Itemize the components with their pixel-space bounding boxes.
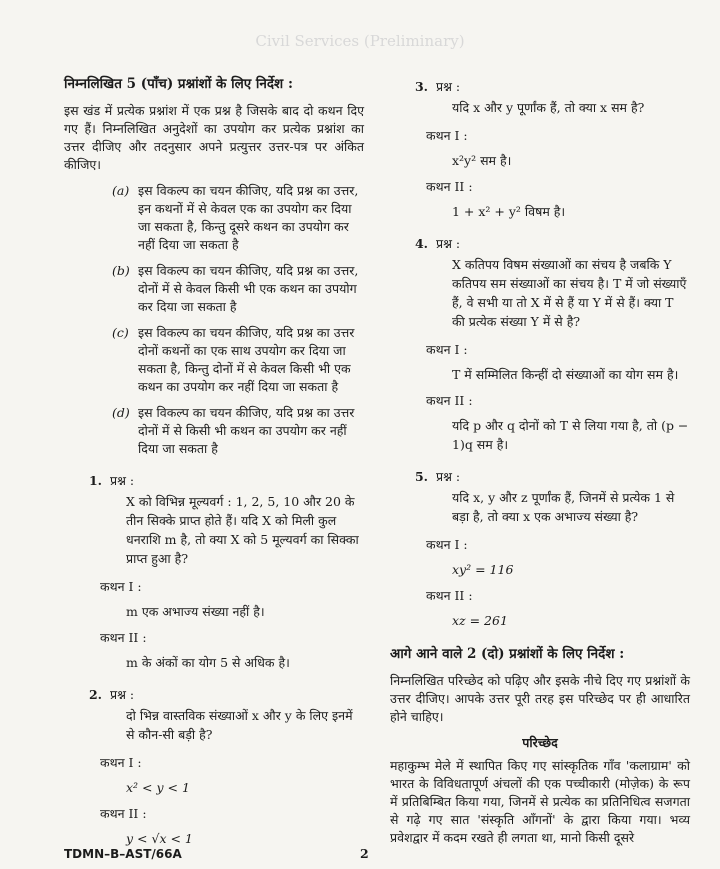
statement-label: कथन I : bbox=[426, 537, 468, 552]
question-1: 1. प्रश्न : X को विभिन्न मूल्यवर्ग : 1, 2, 5, 10 और 20 के तीन सिक्के प्राप्त होते हैं। यदि X को मिली कुल धनराशि m है, तो क्या X को 5 मूल्यवर्ग का सिक्का प्राप्त हुआ है? कथन I : m एक अभाज्य संख्या नहीं है। कथन II : m के अंकों का योग 5 से अधिक है। bbox=[64, 472, 364, 672]
statement-text: m एक अभाज्य संख्या नहीं है। bbox=[126, 604, 265, 619]
option-b: (b) इस विकल्प का चयन कीजिए, यदि प्रश्न का उत्तर, दोनों में से केवल किसी भी एक कथन का उपयोग कर दिया जा सकता है bbox=[112, 263, 359, 314]
statement-text: y < √x < 1 bbox=[126, 831, 193, 846]
page-number: 2 bbox=[360, 846, 369, 861]
question-3: 3. प्रश्न : यदि x और y पूर्णांक हैं, तो क्या x सम है? कथन I : x²y² सम है। कथन II : 1 + x² + y² विषम है। bbox=[390, 78, 690, 221]
question-text: यदि x, y और z पूर्णांक हैं, जिनमें से प्रत्येक 1 से बड़ा है, तो क्या x एक अभाज्य संख्या है? bbox=[452, 490, 675, 524]
question-4: 4. प्रश्न : X कतिपय विषम संख्याओं का संचय है जबकि Y कतिपय सम संख्याओं का संचय है। T में जो संख्याएँ हैं, वे सभी या तो X में से हैं या Y में से हैं। क्या T की प्रत्येक संख्या Y में से है? कथन I : T में सम्मिलित किन्हीं दो संख्याओं का योग सम है। कथन II : यदि p और q दोनों को T से लिया गया है, तो (p − 1)q सम है। bbox=[414, 236, 689, 452]
statement-label: कथन I : bbox=[100, 579, 142, 594]
question-text: दो भिन्न वास्तविक संख्याओं x और y के लिए इनमें से कौन-सी बड़ी है? bbox=[126, 708, 353, 742]
statement-text: T में सम्मिलित किन्हीं दो संख्याओं का योग सम है। bbox=[452, 367, 679, 382]
statement-label: कथन I : bbox=[426, 128, 468, 143]
statement-label: कथन II : bbox=[426, 588, 473, 603]
statement-text: xy² = 116 bbox=[452, 562, 514, 577]
option-d: (d) इस विकल्प का चयन कीजिए, यदि प्रश्न का उत्तर दोनों में से किसी भी कथन का उपयोग कर नहीं दिया जा सकता है bbox=[112, 405, 355, 456]
instructions-intro: इस खंड में प्रत्येक प्रश्नांश में एक प्रश्न है जिसके बाद दो कथन दिए गए हैं। निम्नलिखित अनुदेशों का उपयोग कर प्रत्येक प्रश्नांश का उत्तर दीजिए और तदनुसार अपने प्रत्युत्तर उत्तर-पत्र पर अंकित कीजिए। bbox=[64, 103, 364, 172]
statement-label: कथन II : bbox=[100, 630, 147, 645]
statement-label: कथन I : bbox=[100, 755, 142, 770]
watermark: Civil Services (Preliminary) bbox=[255, 32, 465, 50]
booklet-code: TDMN–B–AST/66A bbox=[64, 847, 182, 861]
right-column bbox=[390, 78, 690, 855]
statement-label: कथन I : bbox=[426, 342, 468, 357]
passage-instructions-heading: आगे आने वाले 2 (दो) प्रश्नांशों के लिए निर्देश : bbox=[390, 646, 625, 662]
statement-label: कथन II : bbox=[100, 806, 147, 821]
statement-text: m के अंकों का योग 5 से अधिक है। bbox=[126, 655, 290, 670]
question-text: X कतिपय विषम संख्याओं का संचय है जबकि Y कतिपय सम संख्याओं का संचय है। T में जो संख्याएँ हैं, वे सभी या तो X में से हैं या Y में से हैं। क्या T की प्रत्येक संख्या Y में से है? bbox=[452, 257, 687, 329]
statement-text: xz = 261 bbox=[452, 613, 508, 628]
passage-text: महाकुम्भ मेले में स्थापित किए गए सांस्कृतिक गाँव 'कलाग्राम' को भारत के विविधतापूर्ण अंचलों की एक पच्चीकारी (मोज़ेक) के रूप में प्रतिबिम्बित किया गया, जिनमें से प्रत्येक का प्रतिनिधित्व सजगता से गढ़े गए सात 'संस्कृति आँगनों' के द्वारा किया गया। भव्य प्रवेशद्वार में कदम रखते ही लगता था, मानो किसी दूसरे bbox=[390, 758, 690, 845]
instructions-heading: निम्नलिखित 5 (पाँच) प्रश्नांशों के लिए निर्देश : bbox=[64, 76, 293, 92]
question-2: 2. प्रश्न : दो भिन्न वास्तविक संख्याओं x और y के लिए इनमें से कौन-सी बड़ी है? कथन I : x² < y < 1 कथन II : y < √x < 1 bbox=[64, 686, 364, 848]
left-column bbox=[64, 74, 364, 856]
question-text: X को विभिन्न मूल्यवर्ग : 1, 2, 5, 10 और 20 के तीन सिक्के प्राप्त होते हैं। यदि X को मिली कुल धनराशि m है, तो क्या X को 5 मूल्यवर्ग का सिक्का प्राप्त हुआ है? bbox=[126, 494, 359, 566]
statement-text: x² < y < 1 bbox=[126, 780, 190, 795]
statement-text: यदि p और q दोनों को T से लिया गया है, तो (p − 1)q सम है। bbox=[452, 418, 689, 452]
question-text: यदि x और y पूर्णांक हैं, तो क्या x सम है? bbox=[452, 100, 645, 115]
option-a: (a) इस विकल्प का चयन कीजिए, यदि प्रश्न का उत्तर, इन कथनों में से केवल एक का उपयोग कर दिया जा सकता है, किन्तु दूसरे कथन का उपयोग कर नहीं दिया जा सकता है bbox=[112, 183, 359, 252]
passage-title: परिच्छेद bbox=[522, 735, 558, 750]
option-c: (c) इस विकल्प का चयन कीजिए, यदि प्रश्न का उत्तर दोनों कथनों का एक साथ उपयोग कर दिया जा सकता है, किन्तु दोनों में से केवल किसी भी एक कथन का उपयोग कर नहीं दिया जा सकता है bbox=[112, 325, 355, 394]
question-5: 5. प्रश्न : यदि x, y और z पूर्णांक हैं, जिनमें से प्रत्येक 1 से बड़ा है, तो क्या x एक अभाज्य संख्या है? कथन I : xy² = 116 कथन II : xz = 261 bbox=[390, 468, 690, 630]
statement-text: x²y² सम है। bbox=[452, 153, 512, 168]
passage-instructions: निम्नलिखित परिच्छेद को पढ़िए और इसके नीचे दिए गए प्रश्नांशों के उत्तर दीजिए। आपके उत्तर पूरी तरह इस परिच्छेद पर ही आधारित होने चाहिए। bbox=[390, 673, 690, 724]
statement-label: कथन II : bbox=[426, 179, 473, 194]
statement-label: कथन II : bbox=[426, 393, 473, 408]
statement-text: 1 + x² + y² विषम है। bbox=[452, 204, 566, 219]
